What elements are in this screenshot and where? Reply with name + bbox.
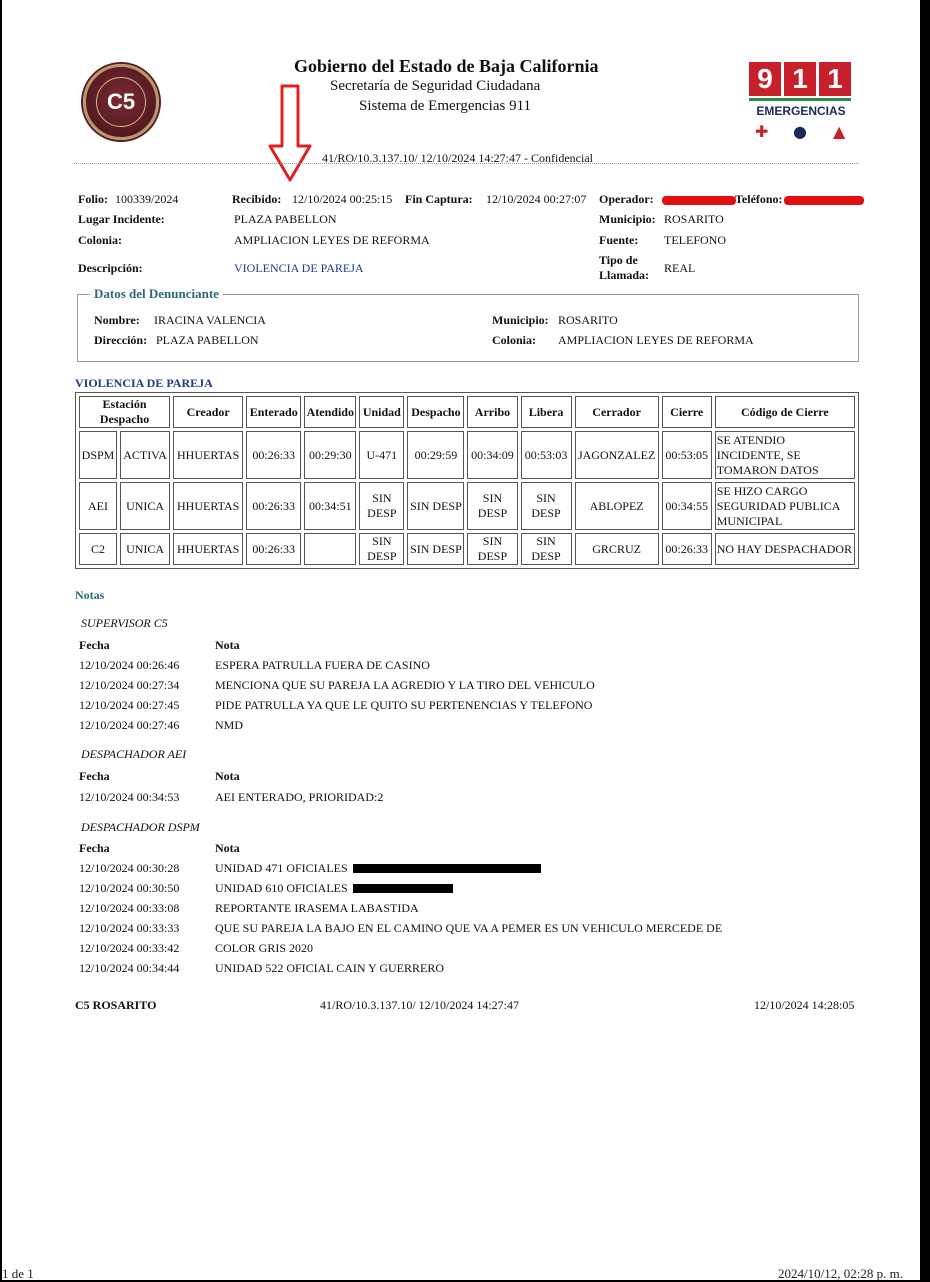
redaction-mark	[353, 884, 453, 893]
table-cell: 00:34:09	[467, 431, 517, 479]
nota-texto: COLOR GRIS 2020	[215, 941, 314, 955]
nota-header: Nota	[215, 769, 240, 783]
table-row	[79, 533, 855, 565]
table-cell: SE HIZO CARGO SEGURIDAD PUBLICA MUNICIPAL	[715, 482, 855, 530]
nota-texto: REPORTANTE IRASEMA LABASTIDA	[215, 901, 419, 915]
table-cell: UNICA	[120, 482, 170, 530]
lugar-label: Lugar Incidente:	[78, 212, 165, 226]
nota-fecha: 12/10/2024 00:33:33	[79, 921, 180, 935]
denunciante-direccion-label: Dirección:	[94, 333, 148, 347]
denunciante-box	[77, 294, 859, 362]
table-cell: U-471	[359, 431, 404, 479]
footer-center: 41/RO/10.3.137.10/ 12/10/2024 14:27:47	[320, 998, 520, 1012]
table-cell: SIN DESP	[407, 533, 464, 565]
table-cell: SIN DESP	[359, 482, 404, 530]
nota-fecha: 12/10/2024 00:27:46	[79, 718, 180, 732]
col-enterado: Enterado	[246, 396, 301, 428]
col-despacho: Despacho	[407, 396, 464, 428]
table-cell: 00:26:33	[246, 533, 301, 565]
col-unidad: Unidad	[359, 396, 404, 428]
colonia-label: Colonia:	[78, 233, 123, 247]
police-cap-icon: ●	[793, 122, 807, 141]
fecha-header: Fecha	[79, 638, 110, 652]
nota-texto: MENCIONA QUE SU PAREJA LA AGREDIO Y LA TIRO DEL VEHICULO	[215, 678, 595, 692]
telefono-label: Teléfono:	[735, 192, 783, 206]
dispatch-title: VIOLENCIA DE PAREJA	[75, 376, 213, 390]
c5-logo: C5	[83, 64, 159, 140]
nota-fecha: 12/10/2024 00:33:42	[79, 941, 180, 955]
table-cell: 00:26:33	[246, 482, 301, 530]
denunciante-colonia-label: Colonia:	[492, 333, 537, 347]
lugar-value: PLAZA PABELLON	[234, 212, 337, 226]
table-cell: NO HAY DESPACHADOR	[715, 533, 855, 565]
operador-label: Operador:	[599, 192, 654, 206]
folio-label: Folio:	[78, 192, 108, 206]
footer-right: 12/10/2024 14:28:05	[754, 998, 855, 1012]
nota-fecha: 12/10/2024 00:26:46	[79, 658, 180, 672]
table-cell: 00:34:51	[304, 482, 356, 530]
header-subtitle-2: Sistema de Emergencias 911	[359, 98, 532, 114]
table-cell: ABLOPEZ	[575, 482, 659, 530]
nota-texto: UNIDAD 471 OFICIALES	[215, 861, 348, 875]
table-cell: SIN DESP	[407, 482, 464, 530]
nota-header: Nota	[215, 841, 240, 855]
denunciante-municipio: ROSARITO	[558, 313, 618, 327]
table-row	[79, 482, 855, 530]
col-atendido: Atendido	[304, 396, 356, 428]
table-cell: AEI	[79, 482, 117, 530]
tipo-llamada-label-1: Tipo de	[599, 253, 638, 267]
col-estacion: Estación Despacho	[79, 396, 170, 428]
cross-icon: ✚	[755, 122, 769, 141]
nota-fecha: 12/10/2024 00:27:34	[79, 678, 180, 692]
nota-texto: PIDE PATRULLA YA QUE LE QUITO SU PERTENENCIAS Y TELEFONO	[215, 698, 593, 712]
table-cell: SIN DESP	[467, 482, 517, 530]
nota-header: Nota	[215, 638, 240, 652]
table-cell: 00:53:05	[662, 431, 712, 479]
denunciante-nombre: IRACINA VALENCIA	[154, 313, 266, 327]
table-cell: JAGONZALEZ	[575, 431, 659, 479]
table-cell: 00:26:33	[662, 533, 712, 565]
print-datetime: 2024/10/12, 02:28 p. m.	[778, 1266, 903, 1281]
nota-fecha: 12/10/2024 00:27:45	[79, 698, 180, 712]
descripcion-value: VIOLENCIA DE PAREJA	[234, 261, 364, 275]
col-codigo-cierre: Código de Cierre	[715, 396, 855, 428]
fin-captura-label: Fin Captura:	[405, 192, 473, 206]
fuente-value: TELEFONO	[664, 233, 726, 247]
fuente-label: Fuente:	[599, 233, 639, 247]
table-cell: SIN DESP	[359, 533, 404, 565]
notas-group-name: DESPACHADOR AEI	[81, 747, 187, 761]
table-cell: SIN DESP	[521, 533, 572, 565]
nota-fecha: 12/10/2024 00:33:08	[79, 901, 180, 915]
col-cerrador: Cerrador	[575, 396, 659, 428]
table-cell: C2	[79, 533, 117, 565]
header-title: Gobierno del Estado de Baja California	[294, 56, 599, 76]
col-cierre: Cierre	[662, 396, 712, 428]
nota-fecha: 12/10/2024 00:34:44	[79, 961, 180, 975]
fin-captura-value: 12/10/2024 00:27:07	[486, 192, 587, 206]
nota-texto: AEI ENTERADO, PRIORIDAD:2	[215, 790, 384, 804]
nota-fecha: 12/10/2024 00:34:53	[79, 790, 180, 804]
table-cell: SIN DESP	[467, 533, 517, 565]
redaction-mark	[662, 196, 736, 205]
table-cell: HHUERTAS	[173, 533, 243, 565]
nota-texto: UNIDAD 522 OFICIAL CAIN Y GUERRERO	[215, 961, 444, 975]
nota-texto: NMD	[215, 718, 244, 732]
nota-fecha: 12/10/2024 00:30:50	[79, 881, 180, 895]
col-arribo: Arribo	[467, 396, 517, 428]
nota-texto: QUE SU PAREJA LA BAJO EN EL CAMINO QUE VA A PEMER ES UN VEHICULO MERCEDE DE	[215, 921, 723, 935]
header-reference: 41/RO/10.3.137.10/ 12/10/2024 14:27:47 - Confidencial	[322, 151, 593, 165]
table-cell: 00:34:55	[662, 482, 712, 530]
denunciante-colonia: AMPLIACION LEYES DE REFORMA	[558, 333, 754, 347]
table-cell: 00:53:03	[521, 431, 572, 479]
recibido-label: Recibido:	[232, 192, 282, 206]
table-cell: 00:29:59	[407, 431, 464, 479]
municipio-label: Municipio:	[599, 212, 656, 226]
nota-fecha: 12/10/2024 00:30:28	[79, 861, 180, 875]
denunciante-legend: Datos del Denunciante	[90, 286, 223, 302]
denunciante-municipio-label: Municipio:	[492, 313, 549, 327]
print-page-number: 1 de 1	[2, 1266, 34, 1281]
tipo-llamada-label-2: Llamada:	[599, 268, 650, 282]
fecha-header: Fecha	[79, 841, 110, 855]
notas-group-name: SUPERVISOR C5	[81, 616, 168, 630]
denunciante-nombre-label: Nombre:	[94, 313, 140, 327]
redaction-mark	[353, 864, 541, 873]
table-cell: HHUERTAS	[173, 482, 243, 530]
nota-texto: ESPERA PATRULLA FUERA DE CASINO	[215, 658, 430, 672]
col-creador: Creador	[173, 396, 243, 428]
header-subtitle-1: Secretaría de Seguridad Ciudadana	[330, 78, 541, 94]
dispatch-header-row	[79, 396, 855, 428]
emergencias-911-logo: 9 1 1 EMERGENCIAS ✚ ● ▲	[747, 62, 857, 144]
table-row	[79, 431, 855, 479]
notas-group-name: DESPACHADOR DSPM	[81, 820, 200, 834]
nota-texto: UNIDAD 610 OFICIALES	[215, 881, 348, 895]
table-cell: SIN DESP	[521, 482, 572, 530]
notas-title: Notas	[75, 588, 105, 602]
descripcion-label: Descripción:	[78, 261, 143, 275]
folio-value: 100339/2024	[115, 192, 179, 206]
colonia-value: AMPLIACION LEYES DE REFORMA	[234, 233, 430, 247]
table-cell: GRCRUZ	[575, 533, 659, 565]
tipo-llamada-value: REAL	[664, 261, 696, 275]
redaction-mark	[784, 196, 864, 205]
red-arrow-annotation	[268, 84, 314, 184]
fecha-header: Fecha	[79, 769, 110, 783]
firefighter-icon: ▲	[833, 122, 846, 141]
table-cell: DSPM	[79, 431, 117, 479]
table-cell	[304, 533, 356, 565]
table-cell: 00:29:30	[304, 431, 356, 479]
municipio-value: ROSARITO	[664, 212, 724, 226]
dispatch-table	[75, 392, 859, 569]
document-page	[2, 0, 920, 1280]
recibido-value: 12/10/2024 00:25:15	[292, 192, 393, 206]
table-cell: UNICA	[120, 533, 170, 565]
table-cell: 00:26:33	[246, 431, 301, 479]
col-libera: Libera	[521, 396, 572, 428]
denunciante-direccion: PLAZA PABELLON	[156, 333, 259, 347]
table-cell: HHUERTAS	[173, 431, 243, 479]
table-cell: ACTIVA	[120, 431, 170, 479]
table-cell: SE ATENDIO INCIDENTE, SE TOMARON DATOS	[715, 431, 855, 479]
footer-left: C5 ROSARITO	[75, 998, 157, 1012]
